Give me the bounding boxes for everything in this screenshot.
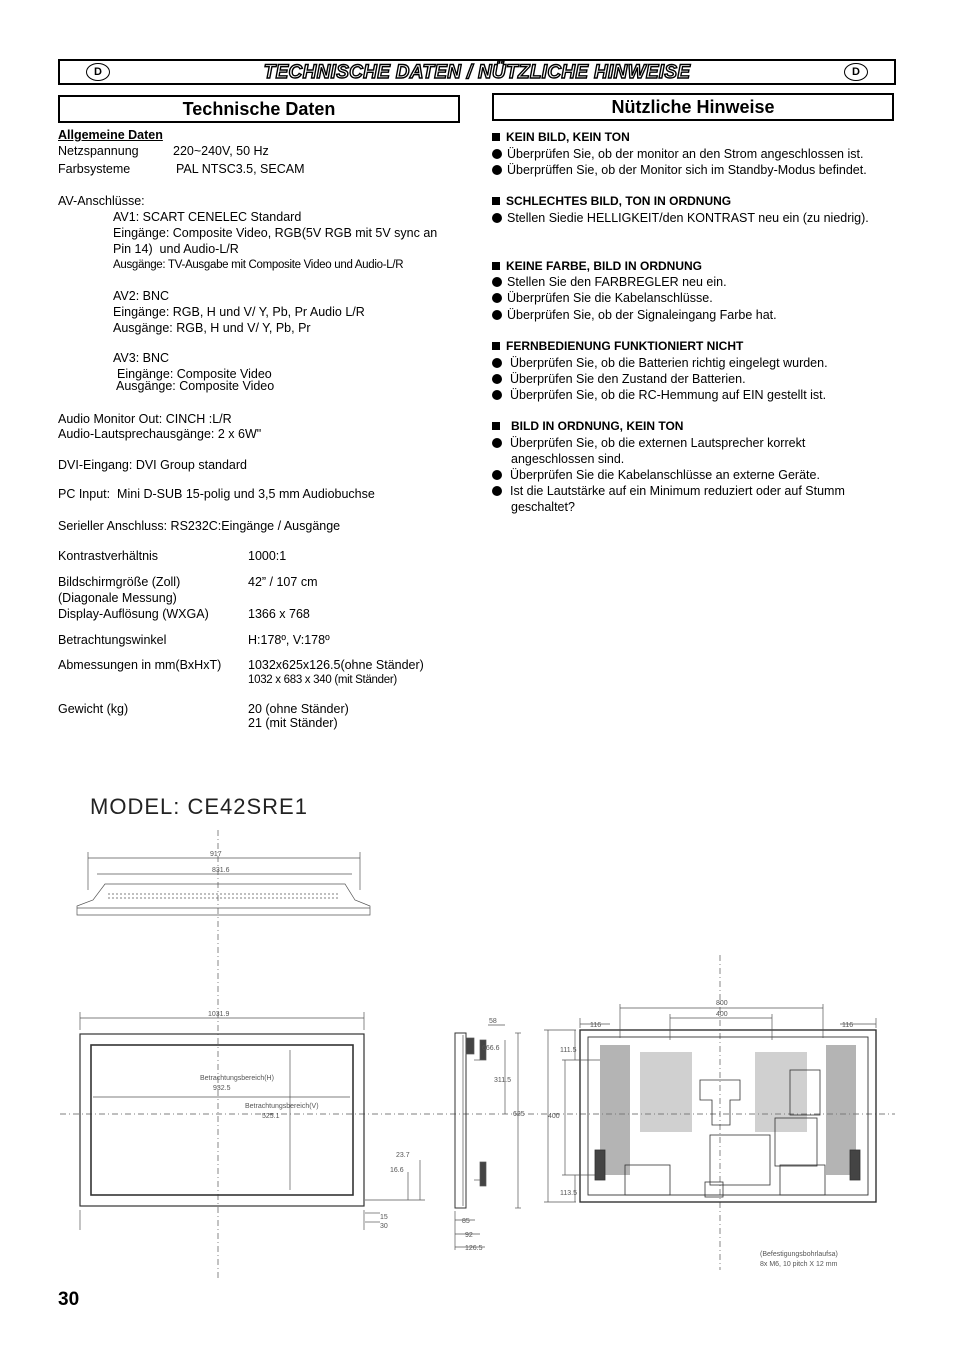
- av1-line2: Eingänge: Composite Video, RGB(5V RGB mit 5V sync an: [113, 226, 438, 240]
- dim-400: 400: [716, 1011, 728, 1018]
- hint-item: Überprüfen Sie, ob der Signaleingang Farbe hat.: [492, 308, 777, 323]
- gewicht-label: Gewicht (kg): [58, 702, 129, 716]
- hint-item: Überprüffen Sie, ob der Monitor sich im Standby-Modus befindet.: [492, 163, 867, 178]
- dim-113: 113.5: [560, 1190, 577, 1197]
- section-title: KEIN BILD, KEIN TON: [492, 130, 630, 145]
- abmessungen-value-2: 1032 x 683 x 340 (mit Ständer): [248, 674, 397, 686]
- av1-line3: Pin 14) und Audio-L/R: [113, 242, 239, 256]
- model-title: MODEL: CE42SRE1: [90, 794, 308, 819]
- av2-line1: AV2: BNC: [113, 289, 170, 303]
- hint-item: Überprüfen Sie die Kabelanschlüsse.: [492, 291, 713, 306]
- hint-item: Überprüfen Sie, ob der monitor an den Strom angeschlossen ist.: [492, 147, 863, 162]
- dim-625: 625: [513, 1111, 525, 1118]
- view-v-label: Betrachtungsbereich(V): [245, 1103, 319, 1110]
- page-title: TECHNISCHE DATEN / NÜTZLICHE HINWEISE: [263, 62, 691, 83]
- gewicht-value-2: 21 (mit Ständer): [248, 716, 338, 730]
- dim-111: 111.5: [560, 1047, 577, 1054]
- hint-item: Überprüfen Sie, ob die RC-Hemmung auf EIN gestellt ist.: [492, 388, 826, 403]
- bild-label: Bildschirmgröße (Zoll): [58, 575, 181, 589]
- av2-line2: Eingänge: RGB, H und V/ Y, Pb, Pr Audio L/R: [113, 305, 365, 319]
- section-title: FERNBEDIENUNG FUNKTIONIERT NICHT: [492, 339, 743, 354]
- left-section-heading: Technische Daten: [58, 95, 460, 123]
- mounting-note-1: (Befestigungsbohrlaufsa): [760, 1251, 838, 1258]
- dim-85: 85: [462, 1218, 470, 1225]
- hint-item-continued: geschaltet?: [511, 500, 575, 514]
- pc-line: PC Input: Mini D-SUB 15-polig und 3,5 mm Audiobuchse: [58, 487, 375, 501]
- dim-800: 800: [716, 1000, 728, 1007]
- view-h-label: Betrachtungsbereich(H): [200, 1075, 274, 1082]
- dim-16: 16.6: [390, 1167, 404, 1174]
- av1-line4: Ausgänge: TV-Ausgabe mit Composite Video und Audio-L/R: [113, 259, 404, 271]
- audio-line1: Audio Monitor Out: CINCH :L/R: [58, 412, 232, 426]
- dim-58: 58: [489, 1018, 497, 1025]
- gewicht-value-1: 20 (ohne Ständer): [248, 702, 349, 716]
- hint-item: Überprüfen Sie, ob die Batterien richtig eingelegt wurden.: [492, 356, 828, 371]
- dim-666: 666.6: [482, 1045, 500, 1052]
- hint-item: Stellen Siedie HELLIGKEIT/den KONTRAST neu ein (zu niedrig).: [492, 211, 869, 226]
- view-v-value: 525.1: [262, 1113, 280, 1120]
- farb-label: Farbsysteme: [58, 162, 131, 176]
- winkel-label: Betrachtungswinkel: [58, 633, 167, 647]
- hint-item-continued: angeschlossen sind.: [511, 452, 625, 466]
- dim-917: 917: [210, 851, 222, 858]
- farb-value: PAL NTSC3.5, SECAM: [176, 162, 305, 176]
- hint-item: Überprüfen Sie den Zustand der Batterien.: [492, 372, 746, 387]
- hint-item: Überprüfen Sie die Kabelanschlüsse an externe Geräte.: [492, 468, 820, 483]
- hint-item: Überprüfen Sie, ob die externen Lautsprecher korrekt: [492, 436, 805, 451]
- right-section-heading: Nützliche Hinweise: [492, 93, 894, 121]
- dim-400-vertical: 400: [548, 1113, 560, 1120]
- display-value: 1366 x 768: [248, 607, 310, 621]
- dim-116-right: 116: [842, 1022, 854, 1029]
- dim-92: 92: [465, 1232, 473, 1239]
- page-number: 30: [58, 1289, 80, 1310]
- dim-126: 126.5: [465, 1245, 483, 1252]
- av3-line1: AV3: BNC: [113, 351, 170, 365]
- dim-15: 15: [380, 1214, 388, 1221]
- netz-value: 220~240V, 50 Hz: [173, 144, 269, 158]
- dim-311: 311.5: [494, 1077, 511, 1084]
- winkel-value: H:178º, V:178º: [248, 633, 330, 647]
- hint-item: Ist die Lautstärke auf ein Minimum reduziert oder auf Stumm: [492, 484, 845, 499]
- dim-23: 23.7: [396, 1152, 410, 1159]
- dim-1032: 1031.9: [208, 1011, 230, 1018]
- netz-label: Netzspannung: [58, 144, 139, 158]
- language-badge-right: D: [844, 63, 868, 81]
- abmessungen-value-1: 1032x625x126.5(ohne Ständer): [248, 658, 424, 672]
- general-data-heading: Allgemeine Daten: [58, 128, 163, 142]
- language-badge-left: D: [86, 63, 110, 81]
- kontrast-label: Kontrastverhältnis: [58, 549, 159, 563]
- av-label: AV-Anschlüsse:: [58, 194, 145, 208]
- av1-line1: AV1: SCART CENELEC Standard: [113, 210, 302, 224]
- section-title: KEINE FARBE, BILD IN ORDNUNG: [492, 259, 702, 274]
- section-title: SCHLECHTES BILD, TON IN ORDNUNG: [492, 194, 731, 209]
- mounting-note-2: 8x M6, 10 pitch X 12 mm: [760, 1261, 838, 1268]
- av3-line2: Eingänge: Composite Video: [117, 367, 272, 381]
- dvi-line: DVI-Eingang: DVI Group standard: [58, 458, 247, 472]
- section-title: BILD IN ORDNUNG, KEIN TON: [492, 419, 683, 434]
- display-label: Display-Auflösung (WXGA): [58, 607, 209, 621]
- abmessungen-label: Abmessungen in mm(BxHxT): [58, 658, 222, 672]
- bild-label-2: (Diagonale Messung): [58, 591, 177, 605]
- serial-line: Serieller Anschluss: RS232C:Eingänge / Ausgänge: [58, 519, 341, 533]
- hint-item: Stellen Sie den FARBREGLER neu ein.: [492, 275, 727, 290]
- dim-831: 831.6: [212, 867, 230, 874]
- dim-30: 30: [380, 1223, 388, 1230]
- bild-value: 42” / 107 cm: [248, 575, 318, 589]
- audio-line2: Audio-Lautsprechausgänge: 2 x 6W": [58, 427, 262, 441]
- kontrast-value: 1000:1: [248, 549, 287, 563]
- view-h-value: 932.5: [213, 1085, 231, 1092]
- dim-116-left: 116: [590, 1022, 602, 1029]
- av3-line3: Ausgänge: Composite Video: [116, 379, 275, 393]
- av2-line3: Ausgänge: RGB, H und V/ Y, Pb, Pr: [113, 321, 311, 335]
